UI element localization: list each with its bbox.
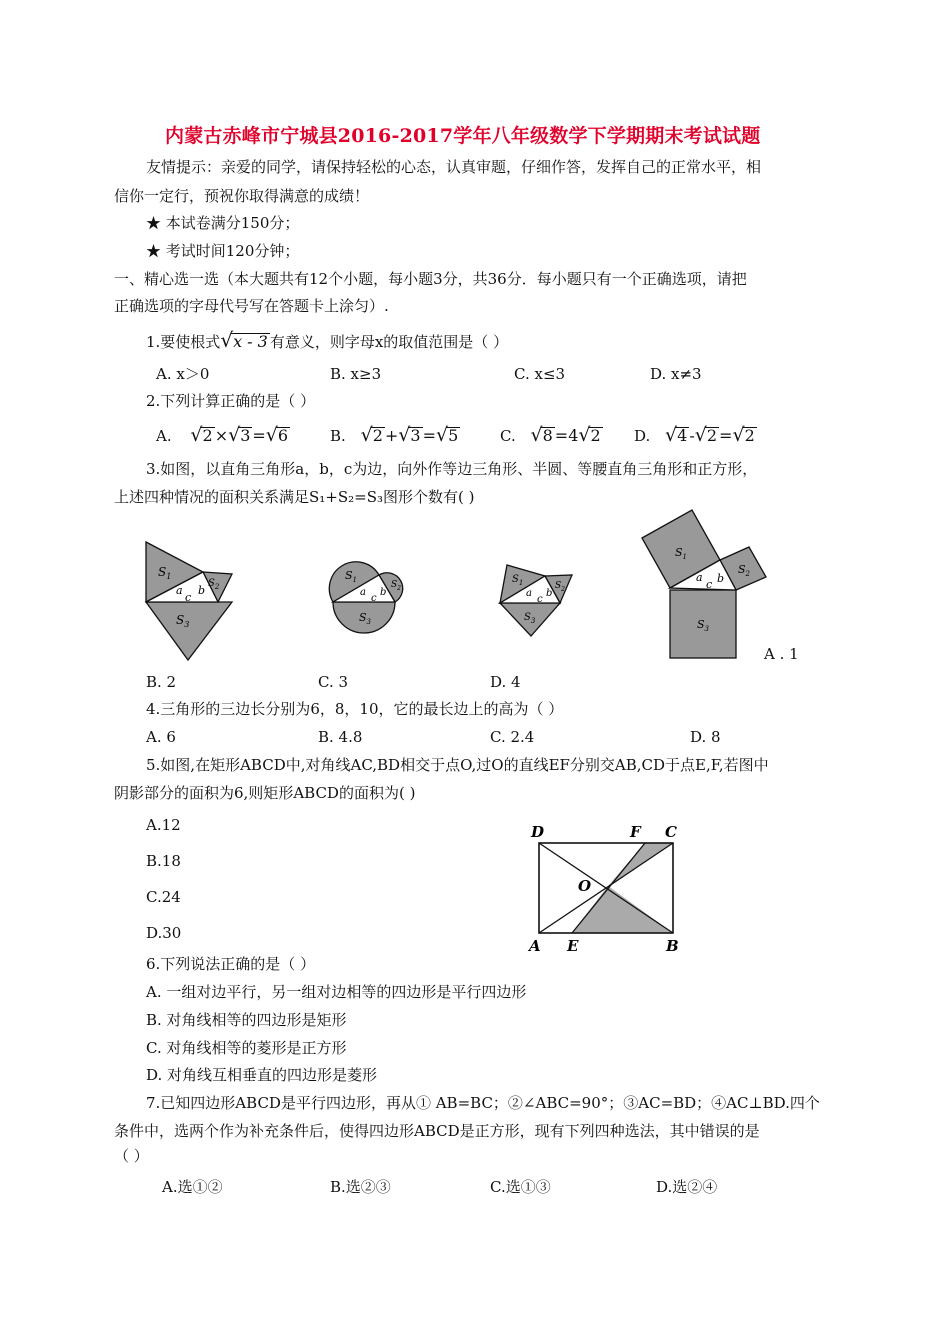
q3-fig4-c-label: c (706, 578, 713, 591)
intro-line-1: 友情提示：亲爱的同学，请保持轻松的心态，认真审题，仔细作答，发挥自己的正常水平，相 (146, 158, 762, 176)
q4-option-b: B. 4.8 (318, 728, 363, 746)
q1-stem-post: 有意义，则字母x的取值范围是（ ） (269, 333, 509, 351)
q2-a-radicand-2: 3 (240, 426, 251, 445)
q5-stem-line-2: 阴影部分的面积为6,则矩形ABCD的面积为( ) (114, 784, 416, 802)
q3-fig1-s3-label: $S_3$ (176, 613, 190, 629)
q3-fig1-a-label: a (176, 584, 183, 597)
q3-fig1-c-label: c (185, 591, 192, 604)
q3-fig3-s3-label: $S_3$ (524, 612, 536, 625)
q2-option-c: C. √8 =4√2 (500, 424, 601, 446)
q4-option-a: A. 6 (146, 728, 176, 746)
intro-line-2: 信你一定行，预祝你取得满意的成绩！ (114, 187, 370, 205)
q2-option-a: A. √2 ×√3 =√6 (156, 424, 289, 446)
q3-fig3-c-label: c (537, 594, 543, 605)
q2-a-label: A. (156, 427, 172, 445)
q1-stem: 1.要使根式√x - 3 有意义，则字母x的取值范围是（ ） (146, 328, 509, 352)
q3-figure-equilateral (140, 540, 240, 660)
q2-option-b: B. √2 +√3 =√5 (330, 424, 459, 446)
q2-b-label: B. (330, 427, 346, 445)
q7-stem-line-3: （ ） (114, 1147, 149, 1165)
q7-option-a: A.选①② (162, 1178, 223, 1196)
q3-fig2-a-label: a (360, 587, 366, 598)
q5-option-a: A.12 (146, 816, 181, 834)
q3-fig2-b-label: b (380, 587, 387, 598)
q2-a-eq: = (252, 426, 266, 445)
q2-d-eq: = (719, 426, 733, 445)
q3-figure-squares (638, 508, 773, 660)
q2-d-label: D. (634, 427, 651, 445)
q3-stem-line-2: 上述四种情况的面积关系满足S₁+S₂=S₃图形个数有( ) (114, 488, 475, 506)
q3-figure-semicircles (325, 555, 415, 635)
q6-option-d: D. 对角线互相垂直的四边形是菱形 (146, 1066, 378, 1084)
q3-option-a: A . 1 (764, 645, 799, 663)
q3-fig3-s2-label: $S_2$ (555, 581, 565, 593)
q5-option-b: B.18 (146, 852, 181, 870)
q5-label-a: A (529, 937, 541, 955)
q1-radicand: x - 3 (233, 332, 268, 351)
q3-option-b: B. 2 (146, 673, 177, 691)
q4-option-c: C. 2.4 (490, 728, 535, 746)
q2-stem: 2.下列计算正确的是（ ） (146, 392, 316, 410)
q6-option-c: C. 对角线相等的菱形是正方形 (146, 1039, 347, 1057)
q7-option-d: D.选②④ (656, 1178, 718, 1196)
q2-d-op: - (689, 426, 695, 445)
q2-option-d: D. √4 -√2 =√2 (634, 424, 755, 446)
q7-option-b: B.选②③ (330, 1178, 391, 1196)
q3-option-c: C. 3 (318, 673, 349, 691)
q3-figure-isosceles (495, 560, 580, 640)
q3-fig3-s1-label: $S_1$ (512, 574, 524, 587)
q6-option-a: A. 一组对边平行，另一组对边相等的四边形是平行四边形 (146, 983, 527, 1001)
q3-fig1-triangle-s3 (146, 602, 232, 660)
q1-option-a: A. x＞0 (156, 365, 210, 383)
q3-fig1-s1-label: $S_1$ (158, 565, 172, 581)
q3-fig4-b-label: b (717, 572, 725, 585)
note-full-score: ★ 本试卷满分150分； (146, 214, 300, 232)
q1-option-c: C. x≤3 (514, 365, 566, 383)
q5-label-o: O (578, 877, 592, 895)
q5-stem-line-1: 5.如图,在矩形ABCD中,对角线AC,BD相交于点O,过O的直线EF分别交AB,CD于点E,F,若图中 (146, 756, 769, 774)
q3-stem-line-1: 3.如图，以直角三角形a，b，c为边，向外作等边三角形、半圆、等腰直角三角形和正方形， (146, 460, 758, 478)
section-1-instructions: 正确选项的字母代号写在答题卡上涂匀）. (114, 297, 389, 315)
q3-fig1-s2-label: $S_2$ (208, 578, 220, 591)
q7-option-c: C.选①③ (490, 1178, 551, 1196)
q6-stem: 6.下列说法正确的是（ ） (146, 955, 316, 973)
q2-b-radicand-3: 5 (448, 426, 459, 445)
q2-b-radicand-1: 2 (372, 426, 383, 445)
q3-fig4-s1-label: $S_1$ (675, 546, 688, 561)
q1-stem-pre: 1.要使根式 (146, 333, 221, 351)
page-title: 内蒙古赤峰市宁城县2016-2017学年八年级数学下学期期末考试试题 (165, 125, 761, 147)
q3-fig1-b-label: b (198, 584, 206, 597)
q5-label-d: D (531, 823, 545, 841)
q5-label-c: C (665, 823, 677, 841)
q2-d-radicand-1: 4 (677, 426, 688, 445)
q2-c-label: C. (500, 427, 516, 445)
q5-label-f: F (630, 823, 641, 841)
q5-option-d: D.30 (146, 924, 182, 942)
q1-option-d: D. x≠3 (650, 365, 702, 383)
q7-stem-line-2: 条件中，选两个作为补充条件后，使得四边形ABCD是正方形，现有下列四种选法，其中错误的是 (114, 1122, 760, 1140)
q2-a-radicand-3: 6 (277, 426, 289, 445)
q3-fig2-s2-label: $S_2$ (391, 580, 401, 592)
q3-fig2-s3-label: $S_3$ (359, 611, 372, 626)
q3-fig4-s2-label: $S_2$ (738, 563, 751, 578)
q2-b-op: + (384, 426, 399, 445)
q3-fig4-a-label: a (696, 571, 703, 584)
q2-d-radicand-3: 2 (744, 426, 755, 445)
q3-fig4-s3-label: $S_3$ (697, 618, 710, 633)
q4-stem: 4.三角形的三边长分别为6，8，10，它的最长边上的高为（ ） (146, 700, 564, 718)
q2-a-radicand-1: 2 (202, 426, 213, 445)
q7-stem-line-1: 7.已知四边形ABCD是平行四边形，再从① AB=BC；②∠ABC=90°；③AC=BD；④AC⊥BD.四个 (146, 1094, 820, 1112)
q2-c-radicand-2: 2 (590, 426, 601, 445)
q3-option-d: D. 4 (490, 673, 521, 691)
note-exam-time: ★ 考试时间120分钟； (146, 242, 300, 260)
q3-fig3-a-label: a (526, 588, 532, 599)
q2-b-eq: = (422, 426, 436, 445)
q1-option-b: B. x≥3 (330, 365, 382, 383)
section-1-heading: 一、精心选一选（本大题共有12个小题，每小题3分，共36分．每小题只有一个正确选项，请把 (114, 270, 747, 288)
q2-d-radicand-2: 2 (706, 426, 718, 445)
q5-label-e: E (567, 937, 579, 955)
q5-rectangle-figure (525, 820, 690, 955)
q4-option-d: D. 8 (690, 728, 721, 746)
q2-b-radicand-2: 3 (410, 426, 421, 445)
q3-fig2-c-label: c (371, 593, 377, 604)
q3-fig2-s1-label: $S_1$ (345, 569, 358, 584)
q5-label-b: B (666, 937, 679, 955)
q5-option-c: C.24 (146, 888, 181, 906)
q2-c-radicand-1: 8 (542, 426, 553, 445)
q2-a-op: × (214, 426, 229, 445)
q3-fig3-b-label: b (546, 588, 553, 599)
q6-option-b: B. 对角线相等的四边形是矩形 (146, 1011, 347, 1029)
q2-c-eq: =4 (554, 426, 579, 445)
